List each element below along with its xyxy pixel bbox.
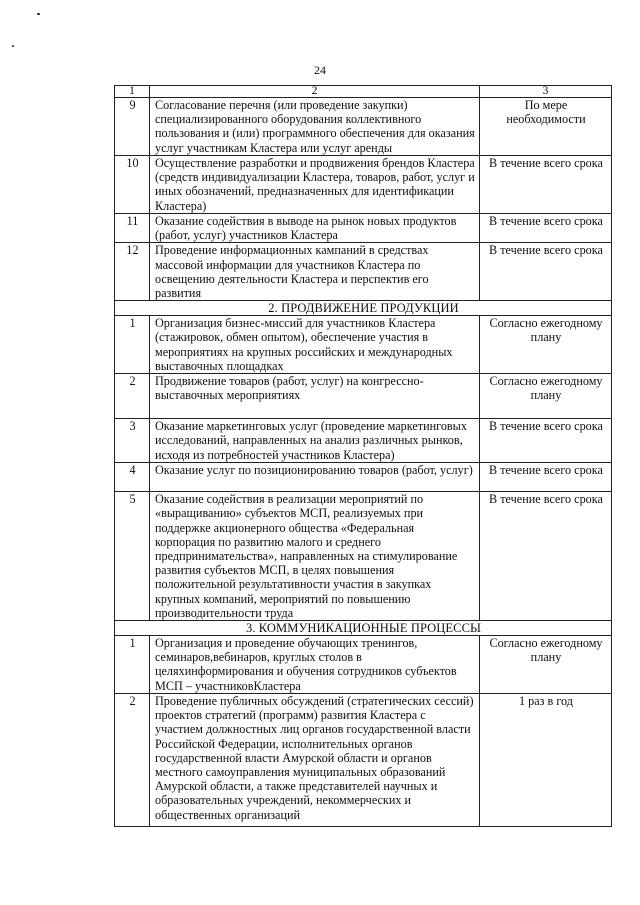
row-number: 5 bbox=[115, 492, 150, 621]
deadline-text: Согласно ежегодному плану bbox=[480, 316, 612, 374]
header-cell: 3 bbox=[480, 86, 612, 98]
scan-speck bbox=[12, 45, 14, 47]
activity-text: Проведение публичных обсуждений (стратегических сессий) проектов стратегий (программ) развития Кластера с участием должностных лиц органов государственной власти Российской Федерации, исполнительных органов государственной власти Амурской области и органов местного самоуправления муниципальных образований Амурской области, а также представителей научных и образовательных учреждений, некоммерческих и общественных организаций bbox=[150, 694, 480, 827]
scan-speck bbox=[37, 13, 40, 15]
activity-text: Проведение информационных кампаний в средствах массовой информации для участников Кластера по освещению деятельности Кластера и перспектив его развития bbox=[150, 243, 480, 301]
deadline-text: Согласно ежегодному плану bbox=[480, 636, 612, 694]
section-heading: 2. ПРОДВИЖЕНИЕ ПРОДУКЦИИ bbox=[115, 301, 612, 316]
row-number: 12 bbox=[115, 243, 150, 301]
row-number: 4 bbox=[115, 463, 150, 492]
row-number: 3 bbox=[115, 419, 150, 463]
activity-text: Оказание содействия в реализации мероприятий по «выращиванию» субъектов МСП, реализуемых при поддержке акционерного общества «Федеральная корпорация по развитию малого и среднего предпринимательства», направленных на стимулирование развития субъектов МСП, в целях повышения положительной результативности участия в закупках крупных компаний, мероприятий по повышению производительности труда bbox=[150, 492, 480, 621]
table-row bbox=[115, 694, 612, 827]
table-row bbox=[115, 374, 612, 419]
page-number: 24 bbox=[314, 63, 326, 77]
row-number: 11 bbox=[115, 214, 150, 243]
header-cell: 2 bbox=[150, 86, 480, 98]
header-cell: 1 bbox=[115, 86, 150, 98]
activities-table bbox=[114, 85, 612, 827]
activity-text: Осуществление разработки и продвижения брендов Кластера (средств индивидуализации Кластера, товаров, работ, услуг и иных обозначений, предназначенных для идентификации Кластера) bbox=[150, 156, 480, 214]
activity-text: Организация бизнес-миссий для участников Кластера (стажировок, обмен опытом), обеспечение участия в мероприятиях на крупных российских и международных выставочных площадках bbox=[150, 316, 480, 374]
activity-text: Продвижение товаров (работ, услуг) на конгрессно-выставочных мероприятиях bbox=[150, 374, 480, 419]
deadline-text: В течение всего срока bbox=[480, 492, 612, 621]
table-row bbox=[115, 492, 612, 621]
table-row bbox=[115, 316, 612, 374]
row-number: 10 bbox=[115, 156, 150, 214]
deadline-text: В течение всего срока bbox=[480, 463, 612, 492]
table-row bbox=[115, 636, 612, 694]
deadline-text: Согласно ежегодному плану bbox=[480, 374, 612, 419]
table-row bbox=[115, 243, 612, 301]
section-heading-row bbox=[115, 621, 612, 636]
activity-text: Оказание маркетинговых услуг (проведение маркетинговых исследований, направленных на анализ различных рынков, исходя из потребностей участников Кластера) bbox=[150, 419, 480, 463]
activity-text: Оказание содействия в выводе на рынок новых продуктов (работ, услуг) участников Кластера bbox=[150, 214, 480, 243]
section-heading: 3. КОММУНИКАЦИОННЫЕ ПРОЦЕССЫ bbox=[115, 621, 612, 636]
table-row bbox=[115, 419, 612, 463]
section-heading-row bbox=[115, 301, 612, 316]
deadline-text: В течение всего срока bbox=[480, 243, 612, 301]
deadline-text: В течение всего срока bbox=[480, 419, 612, 463]
deadline-text: По мере необходимости bbox=[480, 98, 612, 156]
activity-text: Согласование перечня (или проведение закупки) специализированного оборудования коллективного пользования и (или) программного обеспечения для оказания услуг участникам Кластера или услуг аренды bbox=[150, 98, 480, 156]
activity-text: Оказание услуг по позиционированию товаров (работ, услуг) bbox=[150, 463, 480, 492]
row-number: 1 bbox=[115, 636, 150, 694]
deadline-text: В течение всего срока bbox=[480, 214, 612, 243]
table-row bbox=[115, 98, 612, 156]
deadline-text: В течение всего срока bbox=[480, 156, 612, 214]
row-number: 2 bbox=[115, 374, 150, 419]
row-number: 2 bbox=[115, 694, 150, 827]
table-row bbox=[115, 156, 612, 214]
row-number: 1 bbox=[115, 316, 150, 374]
row-number: 9 bbox=[115, 98, 150, 156]
table-header-row bbox=[115, 86, 612, 98]
activity-text: Организация и проведение обучающих тренингов, семинаров,вебинаров, круглых столов в целяхинформирования и обучения сотрудников субъектов МСП – участниковКластера bbox=[150, 636, 480, 694]
table-row bbox=[115, 463, 612, 492]
deadline-text: 1 раз в год bbox=[480, 694, 612, 827]
table-row bbox=[115, 214, 612, 243]
